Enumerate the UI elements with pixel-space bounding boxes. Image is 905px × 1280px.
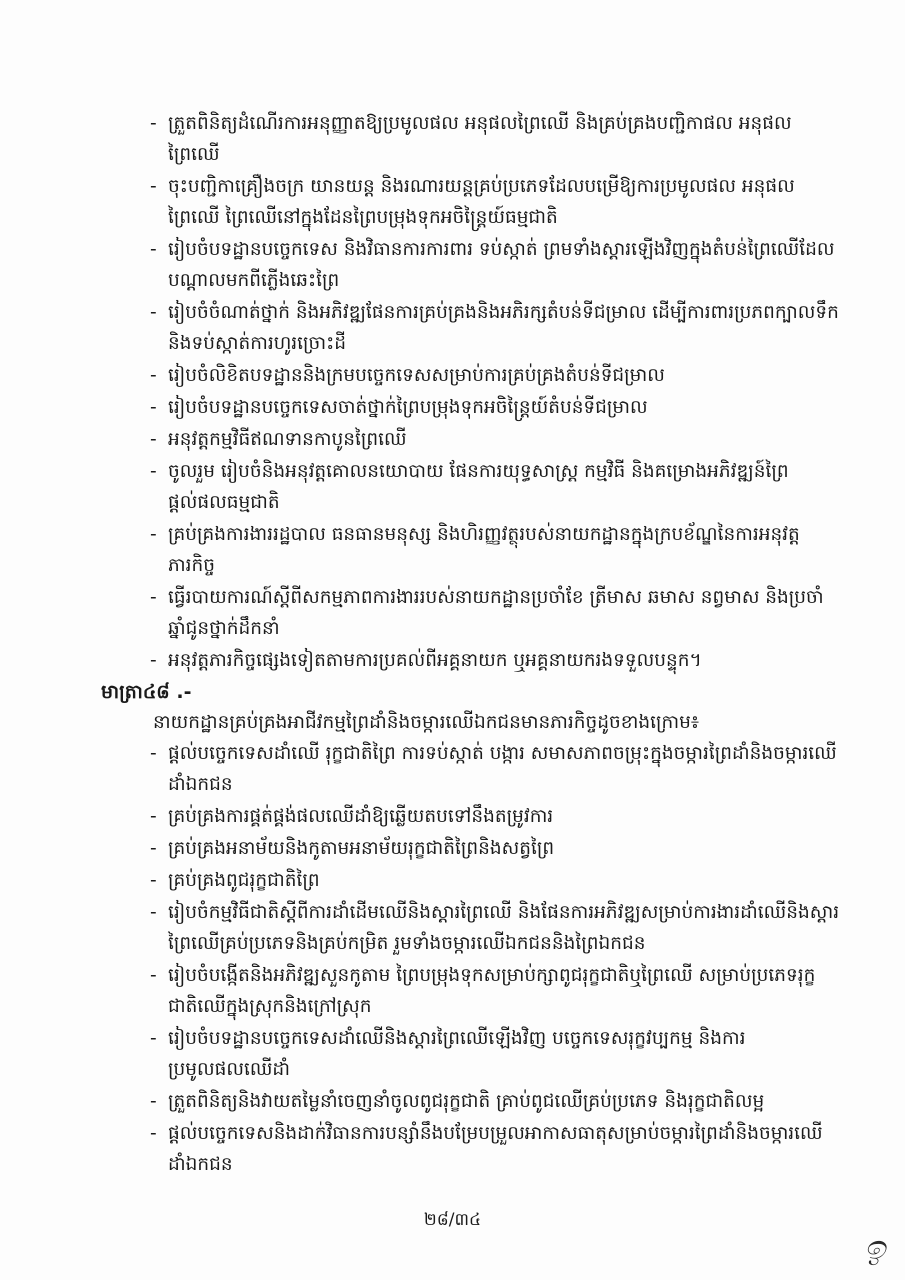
list-item: - គ្រប់គ្រងការងាររដ្ឋបាល ធនធានមនុស្ស និងហិរញ្ញវត្ថុរបស់នាយកដ្ឋានក្នុងក្របខ័ណ្ឌនៃការអនុវត្តភារកិច្ច [150, 519, 840, 581]
list-item: - ផ្តល់បច្ចេកទេសដាំឈើ រុក្ខជាតិព្រៃ ការទប់ស្កាត់ បង្ការ សមាសភាពចម្រុះក្នុងចម្ការព្រៃដាំនិងចម្ការឈើដាំឯកជន [150, 738, 840, 800]
list-item: - ត្រួតពិនិត្យនិងវាយតម្លៃនាំចេញនាំចូលពូជរុក្ខជាតិ គ្រាប់ពូជឈើគ្រប់ប្រភេទ និងរុក្ខជាតិលម្អ [150, 1086, 840, 1117]
dash-icon: - [150, 1028, 157, 1049]
dash-icon: - [150, 806, 157, 827]
list-item: - គ្រប់គ្រងអនាម័យនិងកូតាមអនាម័យរុក្ខជាតិព្រៃនិងសត្វព្រៃ [150, 833, 840, 864]
dash-icon: - [150, 838, 157, 859]
dash-icon: - [150, 1091, 157, 1112]
dash-icon: - [150, 176, 157, 197]
article-heading: មាត្រា៤៨ .- [101, 681, 192, 703]
dash-icon: - [150, 650, 157, 671]
list-item: - អនុវត្តកម្មវិធីឥណទានកាបូនព្រៃឈើ [150, 424, 840, 455]
handwritten-initial: ඉ [864, 1228, 886, 1268]
list-item: - ចូលរួម រៀបចំនិងអនុវត្តគោលនយោបាយ ផែនការយុទ្ធសាស្ត្រ កម្មវិធី និងគម្រោងអភិវឌ្ឍន៍ព្រៃផ្តល់ផលធម្មជាតិ [150, 456, 840, 518]
dash-icon: - [150, 429, 157, 450]
list-item: - អនុវត្តភារកិច្ចផ្សេងទៀតតាមការប្រគល់ពីអគ្គនាយក ឬអគ្គនាយករងទទួលបន្ទុក។ [150, 645, 840, 676]
dash-icon: - [150, 743, 157, 764]
article-48-list [150, 738, 840, 1181]
list-item: - ចុះបញ្ជិកាគ្រឿងចក្រ យានយន្ត និងរណារយន្តគ្រប់ប្រភេទដែលបម្រើឱ្យការប្រមូលផល អនុផលព្រៃឈើ ព្រៃឈើនៅក្នុងដែនព្រៃបម្រុងទុកអចិន្ត្រៃយ៍ធម្មជាតិ [150, 171, 840, 233]
dash-icon: - [150, 302, 157, 323]
list-item: - គ្រប់គ្រងពូជរុក្ខជាតិព្រៃ [150, 865, 840, 896]
article-intro: នាយកដ្ឋានគ្រប់គ្រងអាជីវកម្មព្រៃដាំនិងចម្ការឈើឯកជនមានភារកិច្ចដូចខាងក្រោម៖ [153, 712, 699, 733]
dash-icon: - [150, 902, 157, 923]
dash-icon: - [150, 397, 157, 418]
list-item: - ធ្វើរបាយការណ៍ស្តីពីសកម្មភាពការងាររបស់នាយកដ្ឋានប្រចាំខែ ត្រីមាស ឆមាស នព្វមាស និងប្រចាំឆ្នាំជូនថ្នាក់ដឹកនាំ [150, 582, 840, 644]
dash-icon: - [150, 1123, 157, 1144]
list-item: - រៀបចំលិខិតបទដ្ឋាននិងក្រមបច្ចេកទេសសម្រាប់ការគ្រប់គ្រងតំបន់ទីជម្រាល [150, 360, 840, 391]
page-number: ២៨/៣៤ [423, 1210, 482, 1230]
dash-icon: - [150, 365, 157, 386]
dash-icon: - [150, 870, 157, 891]
list-item: - រៀបចំបទដ្ឋានបច្ចេកទេសចាត់ថ្នាក់ព្រៃបម្រុងទុកអចិន្ត្រៃយ៍តំបន់ទីជម្រាល [150, 392, 840, 423]
dash-icon: - [150, 587, 157, 608]
list-item: - ត្រួតពិនិត្យដំណើរការអនុញ្ញាតឱ្យប្រមូលផល អនុផលព្រៃឈើ និងគ្រប់គ្រងបញ្ជិកាផល អនុផលព្រៃឈើ [150, 108, 840, 170]
list-item: - រៀបចំបង្កើតនិងអភិវឌ្ឍសួនកូតាម ព្រៃបម្រុងទុកសម្រាប់ក្សាពូជរុក្ខជាតិឬព្រៃឈើ សម្រាប់ប្រភេទរុក្ខជាតិឈើក្នុងស្រុកនិងក្រៅស្រុក [150, 960, 840, 1022]
dash-icon: - [150, 524, 157, 545]
list-item: - ផ្តល់បច្ចេកទេសនិងដាក់វិធានការបន្សាំនឹងបម្រែបម្រួលអាកាសធាតុសម្រាប់ចម្ការព្រៃដាំនិងចម្ការឈើដាំឯកជន [150, 1118, 840, 1180]
dash-icon: - [150, 239, 157, 260]
list-item: - រៀបចំកម្មវិធីជាតិស្តីពីការដាំដើមឈើនិងស្តារព្រៃឈើ និងផែនការអភិវឌ្ឍសម្រាប់ការងារដាំឈើនិងស្តារព្រៃឈើគ្រប់ប្រភេទនិងគ្រប់កម្រិត រួមទាំងចម្ការឈើឯកជននិងព្រៃឯកជន [150, 897, 840, 959]
list-item: - រៀបចំបទដ្ឋានបច្ចេកទេស និងវិធានការការពារ ទប់ស្កាត់ ព្រមទាំងស្តារឡើងវិញក្នុងតំបន់ព្រៃឈើដែលបណ្តាលមកពីភ្លើងឆេះព្រៃ [150, 234, 840, 296]
section-1-list [150, 108, 840, 677]
dash-icon: - [150, 461, 157, 482]
list-item: - គ្រប់គ្រងការផ្គត់ផ្គង់ផលឈើដាំឱ្យឆ្លើយតបទៅនឹងតម្រូវការ [150, 801, 840, 832]
dash-icon: - [150, 965, 157, 986]
list-item: - រៀបចំចំណាត់ថ្នាក់ និងអភិវឌ្ឍផែនការគ្រប់គ្រងនិងអភិរក្សតំបន់ទីជម្រាល ដើម្បីការពារប្រភពក្បាលទឹក និងទប់ស្កាត់ការហូរច្រោះដី [150, 297, 840, 359]
list-item: - រៀបចំបទដ្ឋានបច្ចេកទេសដាំឈើនិងស្តារព្រៃឈើឡើងវិញ បច្ចេកទេសរុក្ខវប្បកម្ម និងការប្រមូលផលឈើដាំ [150, 1023, 840, 1085]
dash-icon: - [150, 113, 157, 134]
